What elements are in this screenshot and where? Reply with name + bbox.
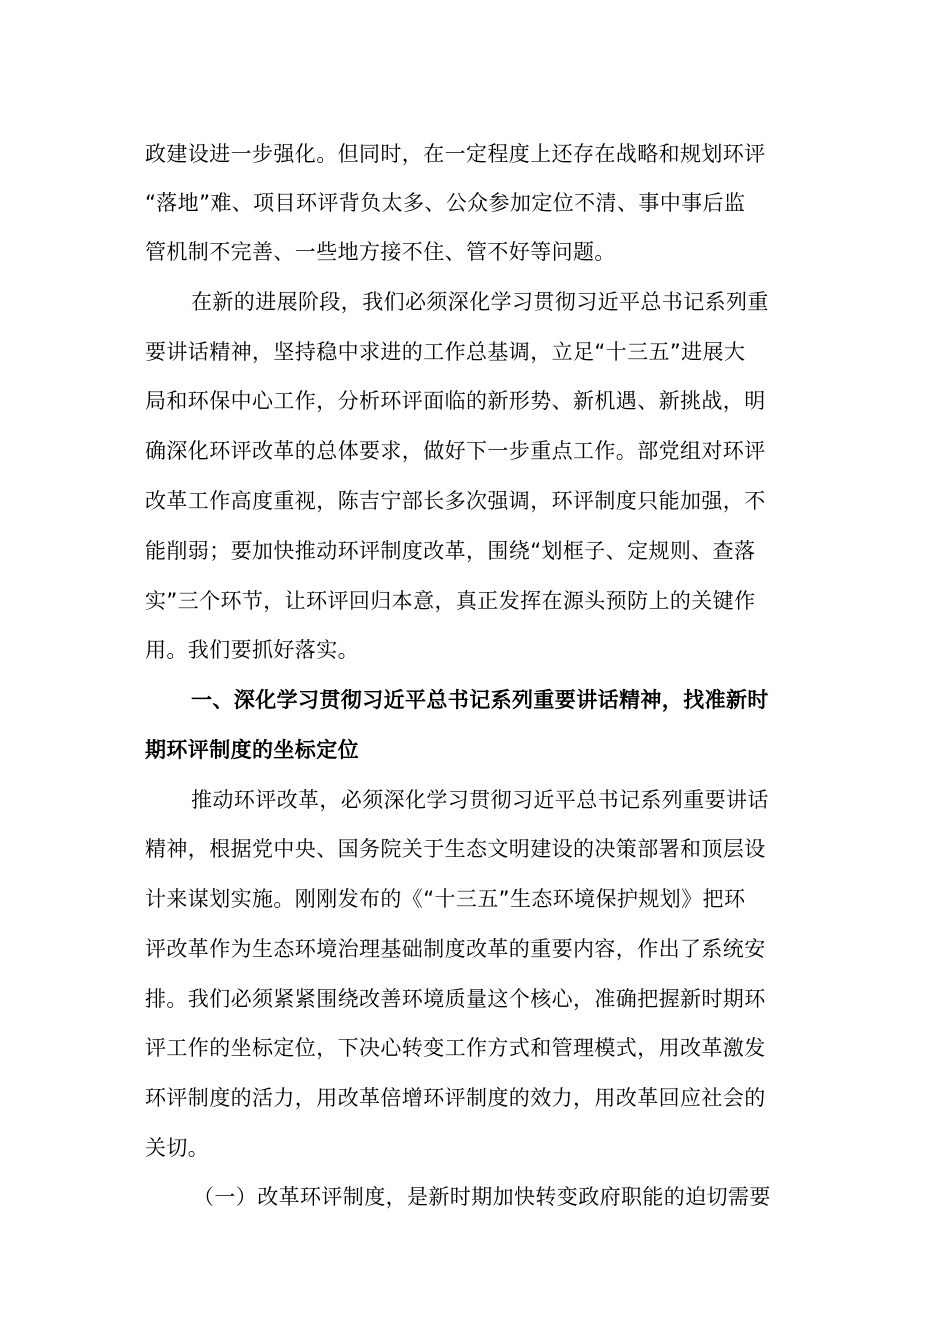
paragraph-line: 用。我们要抓好落实。	[145, 638, 359, 662]
paragraph-line: 排。我们必须紧紧围绕改善环境质量这个核心，准确把握新时期环	[145, 987, 766, 1011]
paragraph-line: 精神，根据党中央、国务院关于生态文明建设的决策部署和顶层设	[145, 837, 766, 861]
paragraph-line: 政建设进一步强化。但同时，在一定程度上还存在战略和规划环评	[145, 142, 766, 166]
paragraph-line: 要讲话精神，坚持稳中求进的工作总基调，立足“十三五”进展大	[145, 340, 746, 364]
paragraph-line: 评工作的坐标定位，下决心转变工作方式和管理模式，用改革激发	[145, 1036, 766, 1060]
paragraph-line: “落地”难、项目环评背负太多、公众参加定位不清、事中事后监	[145, 191, 746, 215]
paragraph-line: 实”三个环节，让环评回归本意，真正发挥在源头预防上的关键作	[145, 589, 756, 613]
section-heading-line: 一、深化学习贯彻习近平总书记系列重要讲话精神，找准新时	[191, 688, 769, 712]
paragraph-line: 管机制不完善、一些地方接不住、管不好等问题。	[145, 240, 616, 264]
paragraph-line: 在新的进展阶段，我们必须深化学习贯彻习近平总书记系列重	[191, 290, 769, 314]
paragraph-line: 推动环评改革，必须深化学习贯彻习近平总书记系列重要讲话	[191, 788, 769, 812]
subsection-heading-line: （一）改革环评制度，是新时期加快转变政府职能的迫切需要	[193, 1185, 771, 1209]
paragraph-line: 能削弱；要加快推动环评制度改革，围绕“划框子、定规则、查落	[145, 539, 756, 563]
paragraph-line: 关切。	[145, 1136, 210, 1160]
paragraph-line: 评改革作为生态环境治理基础制度改革的重要内容，作出了系统安	[145, 937, 766, 961]
paragraph-line: 环评制度的活力，用改革倍增环评制度的效力，用改革回应社会的	[145, 1086, 766, 1110]
paragraph-line: 确深化环评改革的总体要求，做好下一步重点工作。部党组对环评	[145, 439, 766, 463]
section-heading-line: 期环评制度的坐标定位	[145, 738, 359, 762]
paragraph-line: 局和环保中心工作，分析环评面临的新形势、新机遇、新挑战，明	[145, 389, 766, 413]
paragraph-line: 改革工作高度重视，陈吉宁部长多次强调，环评制度只能加强，不	[145, 489, 766, 513]
paragraph-line: 计来谋划实施。刚刚发布的《“十三五”生态环境保护规划》把环	[145, 887, 746, 911]
